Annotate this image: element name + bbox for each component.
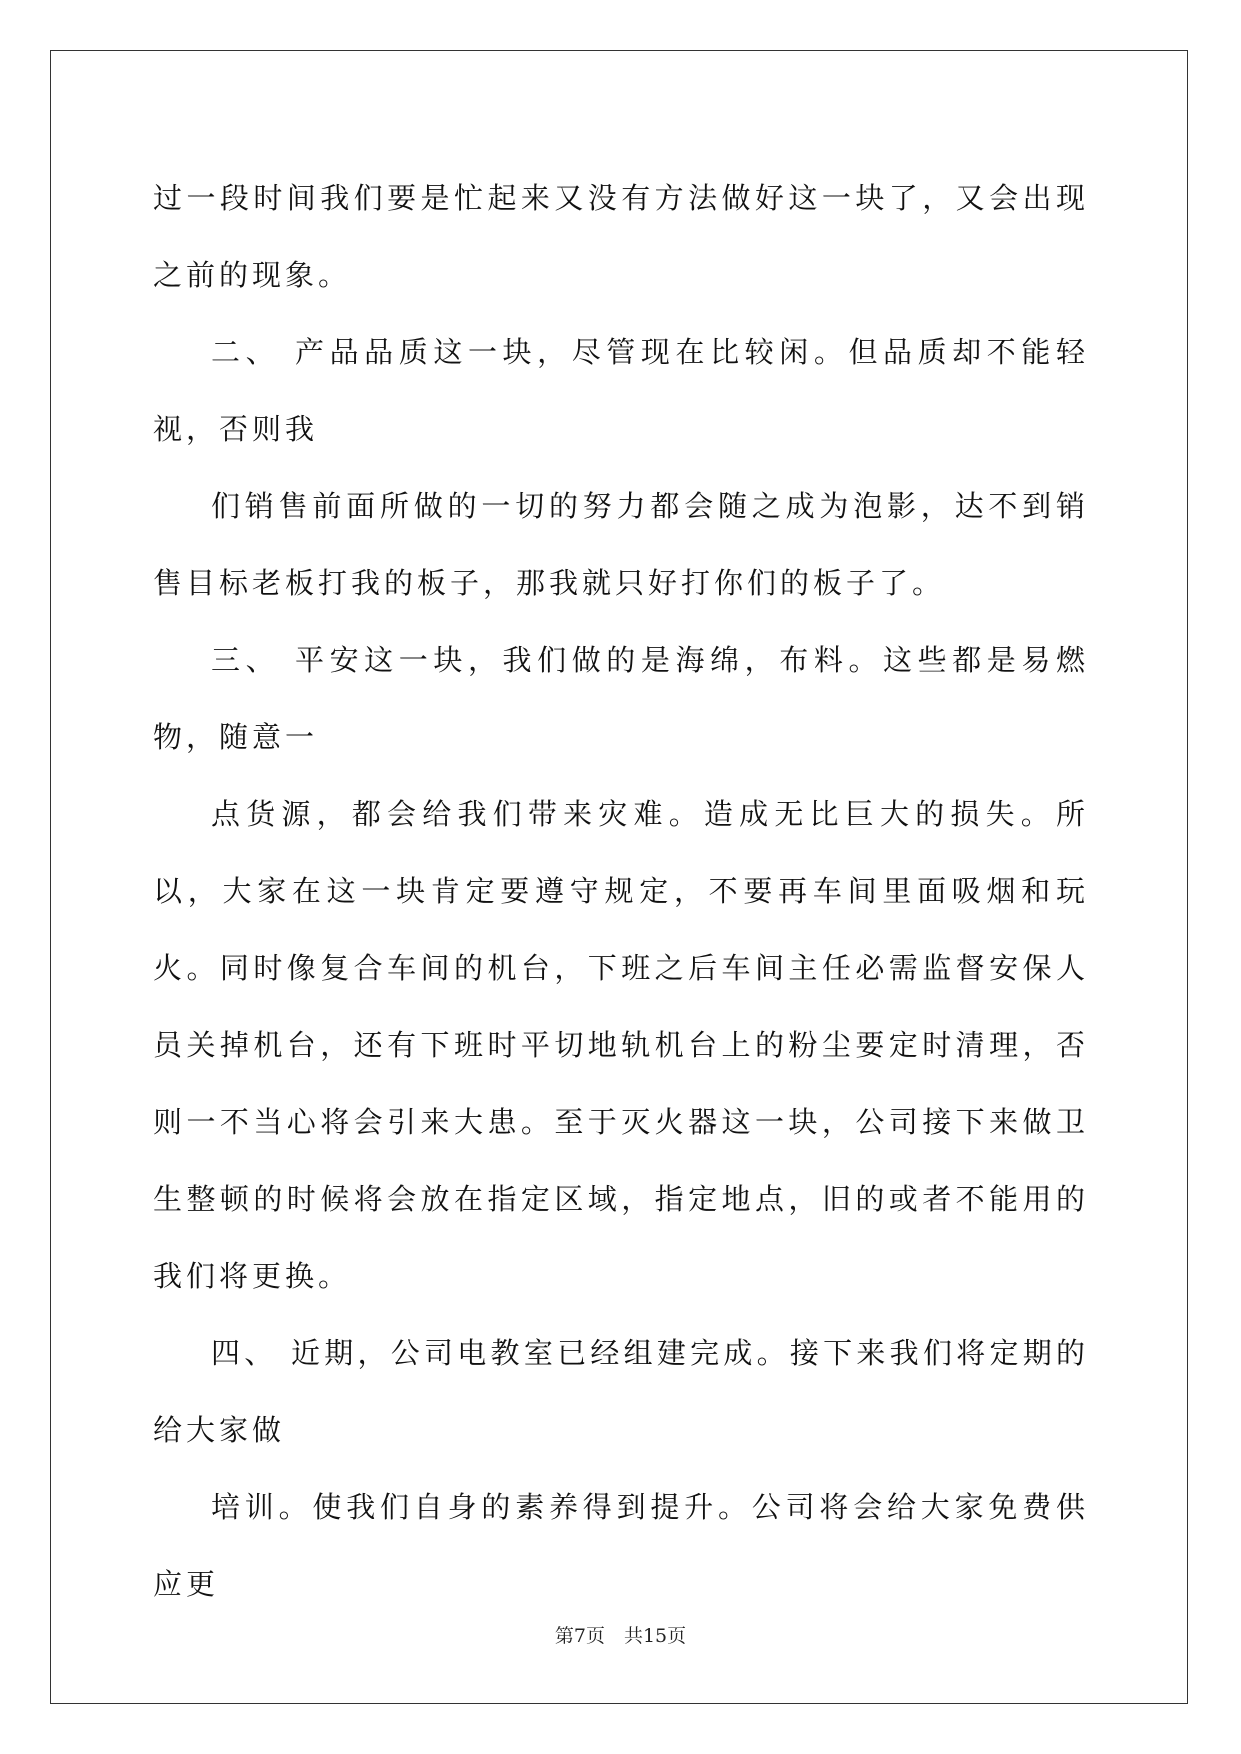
page-number-footer: 第7页 共15页 (554, 1625, 687, 1647)
paragraph-1: 过一段时间我们要是忙起来又没有方法做好这一块了，又会出现之前的现象。 (153, 181, 1089, 292)
paragraph-5: 点货源，都会给我们带来灾难。造成无比巨大的损失。所以，大家在这一块肯定要遵守规定，不要再车间里面吸烟和玩火。同时像复合车间的机台，下班之后车间主任必需监督安保人员关掉机台，还有下班时平切地轨机台上的粉尘要定时清理，否则一不当心将会引来大患。至于灭火器这一块，公司接下来做卫生整顿的时候将会放在指定区域，指定地点，旧的或者不能用的我们将更换。 (153, 797, 1089, 1293)
document-body (153, 160, 1089, 1623)
paragraph-7: 培训。使我们自身的素养得到提升。公司将会给大家免费供应更 (153, 1490, 1089, 1601)
paragraph-3: 们销售前面所做的一切的努力都会随之成为泡影，达不到销售目标老板打我的板子，那我就只好打你们的板子了。 (153, 489, 1089, 600)
paragraph-4: 三、 平安这一块，我们做的是海绵，布料。这些都是易燃物，随意一 (153, 643, 1089, 754)
paragraph-6: 四、 近期，公司电教室已经组建完成。接下来我们将定期的给大家做 (153, 1336, 1089, 1447)
paragraph-2: 二、 产品品质这一块，尽管现在比较闲。但品质却不能轻视，否则我 (153, 335, 1089, 446)
